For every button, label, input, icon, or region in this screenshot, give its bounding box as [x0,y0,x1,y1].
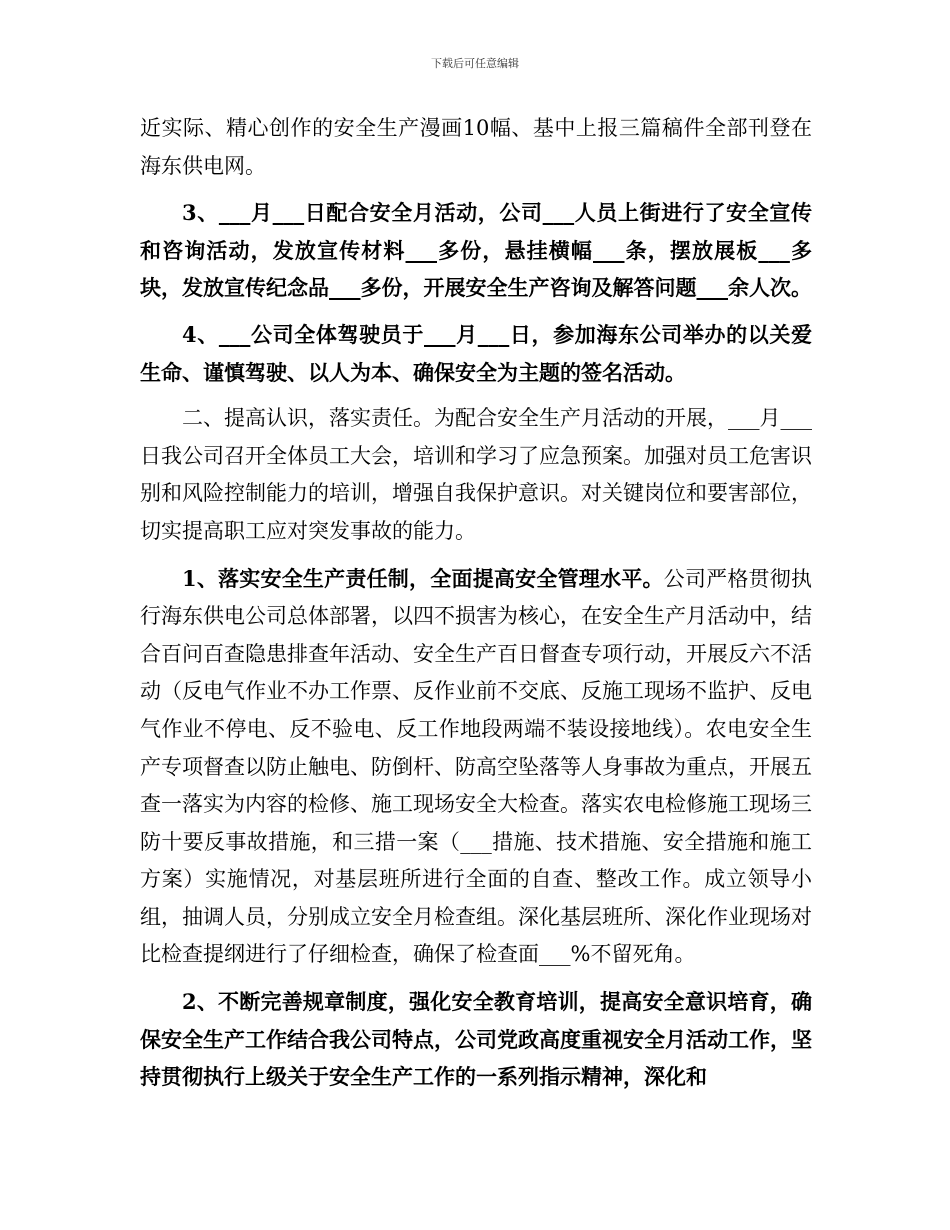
page-header: 下载后可任意编辑 [431,57,519,70]
paragraph-subsection-1 [140,560,812,975]
paragraph-item-3: 3、___月___日配合安全月活动，公司___人员上街进行了安全宣传和咨询活动，发放宣传材料___多份，悬挂横幅___条，摆放展板___多块，发放宣传纪念品___多份，开展安全生产咨询及解答问题___余人次。 [140,200,812,301]
paragraph-subsection-2: 2、不断完善规章制度，强化安全教育培训，提高安全意识培育，确保安全生产工作结合我公司特点，公司党政高度重视安全月活动工作，坚持贯彻执行上级关于安全生产工作的一系列指示精神，深化和 [140,989,812,1090]
paragraph-section-2: 二、提高认识，落实责任。为配合安全生产月活动的开展，___月___日我公司召开全体员工大会，培训和学习了应急预案。加强对员工危害识别和风险控制能力的培训，增强自我保护意识。对关键岗位和要害部位，切实提高职工应对突发事故的能力。 [140,406,812,543]
document-body [140,110,812,1105]
paragraph-continuation: 近实际、精心创作的安全生产漫画10幅、基中上报三篇稿件全部刊登在海东供电网。 [140,116,812,178]
paragraph-body: 公司严格贯彻执行海东供电公司总体部署，以四不损害为核心，在安全生产月活动中，结合百问百查隐患排查年活动、安全生产百日督查专项行动，开展反六不活动（反电气作业不办工作票、反作业前不交底、反施工现场不监护、反电气作业不停电、反不验电、反工作地段两端不装设接地线）。农电安全生产专项督查以防止触电、防倒杆、防高空坠落等人身事故为重点，开展五查一落实为内容的检修、施工现场安全大检查。落实农电检修施工现场三防十要反事故措施，和三措一案（___措施、技术措施、安全措施和施工方案）实施情况，对基层班所进行全面的自查、整改工作。成立领导小组，抽调人员，分别成立安全月检查组。深化基层班所、深化作业现场对比检查提纲进行了仔细检查，确保了检查面___%不留死角。 [140,566,812,967]
paragraph-item-4: 4、___公司全体驾驶员于___月___日，参加海东公司举办的以关爱生命、谨慎驾驶、以人为本、确保安全为主题的签名活动。 [140,321,812,385]
paragraph-lead: 1、落实安全生产责任制，全面提高安全管理水平。 [182,565,664,591]
